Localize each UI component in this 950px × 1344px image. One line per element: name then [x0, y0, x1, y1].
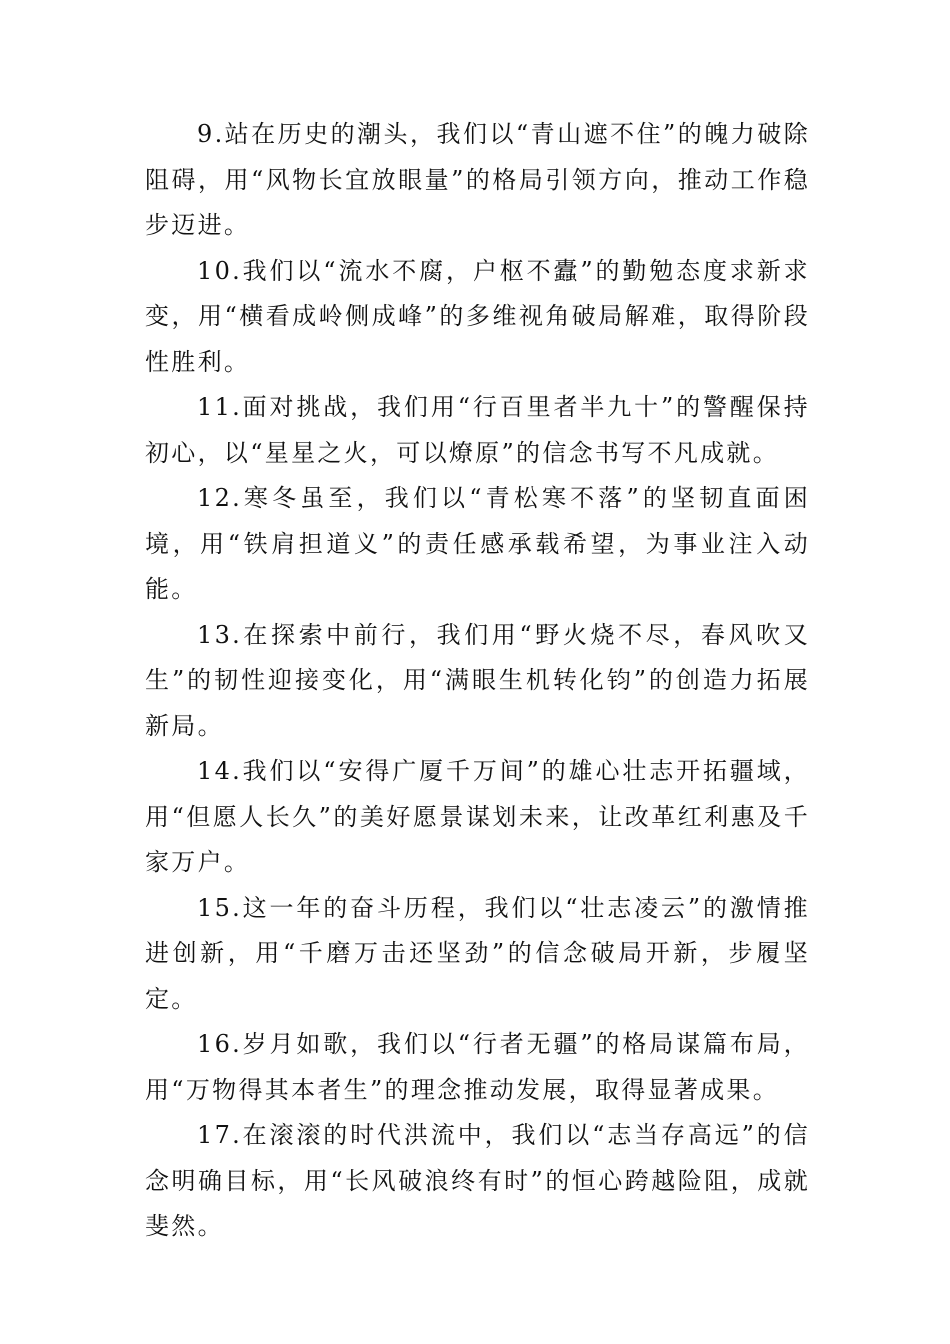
paragraph-10: 10.我们以“流水不腐，户枢不蠹”的勤勉态度求新求变，用“横看成岭侧成峰”的多维视角破局解难，取得阶段性胜利。: [145, 256, 810, 376]
paragraph-11: 11.面对挑战，我们用“行百里者半九十”的警醒保持初心，以“星星之火，可以燎原”的信念书写不凡成就。: [145, 393, 810, 467]
paragraph-15: 15.这一年的奋斗历程，我们以“壮志凌云”的激情推进创新，用“千磨万击还坚劲”的信念破局开新，步履坚定。: [145, 893, 810, 1013]
paragraph-14: 14.我们以“安得广厦千万间”的雄心壮志开拓疆域，用“但愿人长久”的美好愿景谋划未来，让改革红利惠及千家万户。: [145, 757, 810, 876]
paragraph-13: 13.在探索中前行，我们用“野火烧不尽，春风吹又生”的韧性迎接变化，用“满眼生机转化钧”的创造力拓展新局。: [145, 620, 810, 740]
paragraph-17: 17.在滚滚的时代洪流中，我们以“志当存高远”的信念明确目标，用“长风破浪终有时”的恒心跨越险阻，成就斐然。: [145, 1121, 810, 1240]
paragraph-12: 12.寒冬虽至，我们以“青松寒不落”的坚韧直面困境，用“铁肩担道义”的责任感承载希望，为事业注入动能。: [145, 484, 810, 603]
document-body: [145, 112, 810, 1250]
paragraph-16: 16.岁月如歌，我们以“行者无疆”的格局谋篇布局，用“万物得其本者生”的理念推动发展，取得显著成果。: [145, 1030, 810, 1104]
paragraph-9: 9.站在历史的潮头，我们以“青山遮不住”的魄力破除阻碍，用“风物长宜放眼量”的格局引领方向，推动工作稳步迈进。: [145, 120, 810, 239]
